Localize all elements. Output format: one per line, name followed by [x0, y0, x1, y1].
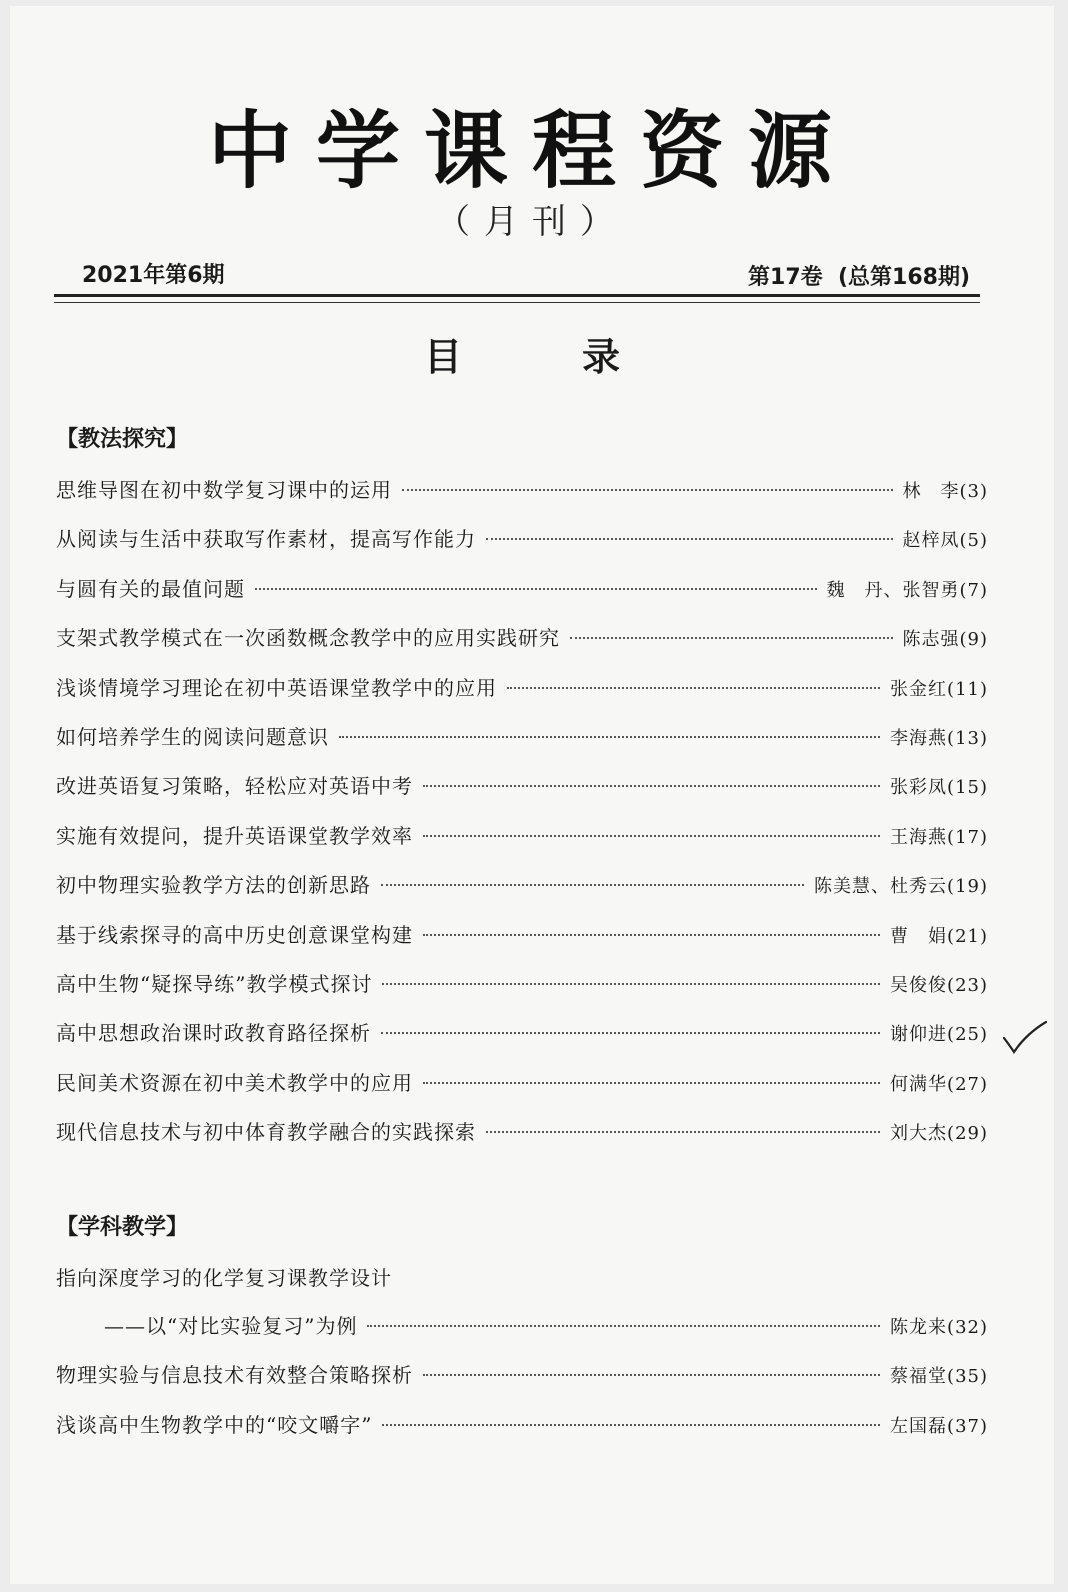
toc-entry[interactable]: [56, 1351, 988, 1400]
entry-author-page: 王海燕(17): [890, 826, 988, 848]
dot-leader: [423, 1081, 880, 1084]
entry-title: 高中生物“疑探导练”教学模式探讨: [56, 971, 373, 996]
entry-title: 初中物理实验教学方法的创新思路: [56, 873, 371, 898]
toc-entry[interactable]: [56, 1059, 988, 1108]
dot-leader: [486, 537, 893, 540]
entry-author-page: 谢仰进(25): [890, 1024, 988, 1046]
entry-author-page: 陈志强(9): [902, 629, 988, 651]
toc-entry[interactable]: [56, 1009, 988, 1058]
entry-author-page: 张彩凤(15): [890, 777, 988, 799]
dot-leader: [570, 636, 893, 639]
toc-entry[interactable]: [56, 664, 988, 713]
header-rule-thick: [54, 294, 980, 297]
entry-author-page: 李海燕(13): [890, 727, 988, 749]
toc-entry[interactable]: [56, 911, 988, 960]
entry-title: 如何培养学生的阅读问题意识: [56, 724, 329, 749]
entry-author-page: 魏 丹、张智勇(7): [826, 579, 988, 601]
toc-entry[interactable]: [56, 762, 988, 811]
entry-title: 支架式教学模式在一次函数概念教学中的应用实践研究: [56, 626, 560, 651]
entry-author-page: 陈龙来(32): [890, 1317, 988, 1338]
section-teaching-methods: [56, 420, 988, 1157]
dot-leader: [381, 883, 804, 886]
header-rule-thin: [54, 302, 980, 303]
entry-title: 民间美术资源在初中美术教学中的应用: [56, 1070, 413, 1095]
entry-author-page: 张金红(11): [890, 678, 988, 700]
entry-author-page: 曹 娟(21): [890, 925, 988, 947]
entry-title: 基于线索探寻的高中历史创意课堂构建: [56, 922, 413, 947]
dot-leader: [339, 735, 880, 738]
magazine-page: [10, 6, 1054, 1584]
toc-entry[interactable]: [56, 515, 988, 564]
toc-entry[interactable]: [56, 960, 988, 1009]
toc-title: 目录: [423, 335, 740, 379]
entry-title: 从阅读与生活中获取写作素材，提高写作能力: [56, 527, 476, 552]
entry-author-page: 吴俊俊(23): [890, 974, 988, 996]
dot-leader: [486, 1130, 880, 1133]
toc-entry[interactable]: [56, 466, 988, 515]
dot-leader: [255, 587, 817, 590]
toc-entry[interactable]: [56, 1302, 988, 1351]
dot-leader: [382, 1423, 880, 1426]
magazine-title: 中学课程资源: [207, 101, 856, 200]
toc-entry[interactable]: [56, 861, 988, 910]
dot-leader: [367, 1324, 880, 1327]
section-heading: 【教法探究】: [56, 427, 189, 452]
dot-leader: [381, 1031, 880, 1034]
entry-title[interactable]: 指向深度学习的化学复习课教学设计: [56, 1266, 392, 1290]
section-subject-teaching: [56, 1208, 988, 1450]
entry-title: 浅谈情境学习理论在初中英语课堂教学中的应用: [56, 675, 497, 700]
entry-title: 实施有效提问，提升英语课堂教学效率: [56, 823, 413, 848]
entry-title: 现代信息技术与初中体育教学融合的实践探索: [56, 1120, 476, 1145]
dot-leader: [423, 1373, 880, 1376]
toc-entry[interactable]: [56, 812, 988, 861]
entry-title: 与圆有关的最值问题: [56, 576, 245, 601]
dot-leader: [507, 686, 880, 689]
issue-number: 2021年第6期: [82, 263, 225, 288]
dot-leader: [423, 784, 880, 787]
toc-entry[interactable]: [56, 1401, 988, 1450]
handwritten-checkmark-icon: [1000, 1018, 1050, 1058]
toc-entry[interactable]: [56, 565, 988, 614]
entry-title: 思维导图在初中数学复习课中的运用: [56, 478, 392, 502]
entry-author-page: 何满华(27): [890, 1073, 988, 1095]
dot-leader: [423, 834, 880, 837]
entry-author-page: 赵梓凤(5): [902, 530, 988, 552]
entry-title: 高中思想政治课时政教育路径探析: [56, 1021, 371, 1046]
section-heading: 【学科教学】: [56, 1215, 189, 1240]
dot-leader: [382, 982, 880, 985]
entry-title: 浅谈高中生物教学中的“咬文嚼字”: [56, 1412, 373, 1437]
entry-author-page: 陈美慧、杜秀云(19): [814, 876, 988, 898]
dot-leader: [402, 488, 893, 491]
entry-subtitle: ——以“对比实验复习”为例: [104, 1314, 358, 1338]
toc-entry[interactable]: [56, 614, 988, 663]
magazine-subtitle: （月刊）: [436, 202, 628, 242]
entry-title: 改进英语复习策略，轻松应对英语中考: [56, 774, 413, 799]
dot-leader: [423, 933, 880, 936]
entry-author-page: 林 李(3): [902, 481, 988, 502]
toc-entry[interactable]: [56, 1108, 988, 1157]
entry-author-page: 刘大杰(29): [890, 1123, 988, 1145]
entry-author-page: 蔡福堂(35): [890, 1366, 988, 1388]
volume-number: 第17卷 (总第168期): [748, 265, 970, 290]
entry-title: 物理实验与信息技术有效整合策略探析: [56, 1363, 413, 1388]
toc-entry[interactable]: [56, 713, 988, 762]
entry-author-page: 左国磊(37): [890, 1415, 988, 1437]
